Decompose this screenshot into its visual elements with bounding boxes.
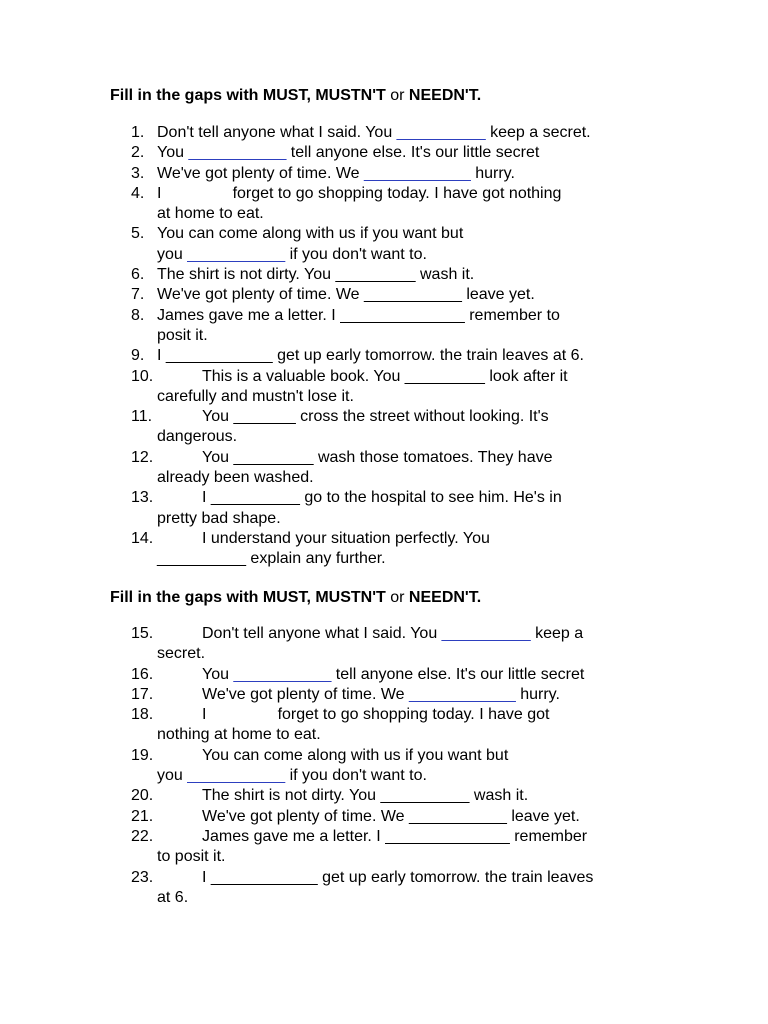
item-text: secret. (157, 645, 206, 663)
list-item (0, 306, 768, 347)
item-number: 12. (131, 448, 154, 466)
item-number: 6. (131, 266, 145, 284)
item-text: at home to eat. (157, 205, 264, 223)
item-text-line (0, 143, 768, 163)
item-text: I forget to go shopping today. I have got (202, 706, 550, 724)
item-text: I understand your situation perfectly. You (202, 529, 490, 547)
item-number: 15. (131, 625, 154, 642)
item-text: The shirt is not dirty. You _________ wash it. (157, 266, 475, 284)
item-text-line (0, 529, 768, 549)
item-number: 1. (131, 124, 145, 141)
item-text: The shirt is not dirty. You __________ wash it. (202, 787, 529, 805)
heading-suffix: NEEDN'T. (408, 87, 482, 104)
item-text-line (0, 746, 768, 766)
item-number: 13. (131, 489, 154, 507)
heading-suffix: NEEDN'T. (408, 589, 482, 606)
list-item (0, 407, 768, 448)
list-item (0, 367, 768, 408)
item-text: You can come along with us if you want but (202, 746, 509, 764)
item-text-line (0, 123, 768, 143)
item-text: You _______ cross the street without looking. It's (202, 408, 549, 426)
heading-text: Fill in the gaps with MUST, MUSTN'T (110, 87, 391, 104)
item-text: if you don't want to. (285, 767, 427, 785)
item-text: I ____________ get up early tomorrow. the train leaves (202, 868, 594, 886)
item-text-line (0, 427, 768, 447)
answer-blank: ___________ (188, 144, 287, 162)
item-number: 11. (131, 408, 153, 426)
item-text: __________ explain any further. (157, 550, 386, 568)
item-text-line (0, 224, 768, 244)
item-text: James gave me a letter. I ______________ remember (202, 827, 588, 845)
list-item (0, 665, 768, 685)
section-heading (110, 588, 481, 608)
item-text: We've got plenty of time. We (157, 164, 364, 182)
item-text-line (0, 326, 768, 346)
answer-blank: ___________ (233, 665, 332, 683)
item-text-line (0, 549, 768, 569)
list-item (0, 346, 768, 366)
list-item (0, 746, 768, 787)
item-number: 4. (131, 184, 145, 202)
item-number: 20. (131, 787, 154, 805)
item-text-line (0, 448, 768, 468)
item-text: you (157, 245, 188, 263)
list-item (0, 624, 768, 665)
item-text: if you don't want to. (285, 245, 427, 263)
item-number: 23. (131, 868, 154, 886)
answer-blank: ____________ (364, 164, 471, 182)
item-text: You can come along with us if you want but (157, 225, 464, 243)
list-item (0, 705, 768, 746)
answer-blank: ____________ (409, 685, 516, 703)
item-number: 18. (131, 706, 154, 724)
item-number: 16. (131, 665, 154, 683)
list-item (0, 285, 768, 305)
item-text: posit it. (157, 326, 208, 344)
item-number: 19. (131, 746, 154, 764)
item-number: 3. (131, 164, 145, 182)
item-text: at 6. (157, 888, 189, 906)
item-text-line (0, 644, 768, 664)
item-text: Don't tell anyone what I said. You (157, 124, 397, 141)
item-text: We've got plenty of time. We ___________ leave yet. (202, 807, 580, 825)
list-item (0, 265, 768, 285)
item-number: 5. (131, 225, 145, 243)
list-item (0, 448, 768, 489)
item-text-line (0, 164, 768, 184)
list-item (0, 488, 768, 529)
item-text-line (0, 387, 768, 407)
item-text: Don't tell anyone what I said. You (202, 625, 442, 642)
item-text: You (157, 144, 189, 162)
item-text: You (202, 665, 234, 683)
item-text: pretty bad shape. (157, 509, 281, 527)
item-number: 2. (131, 144, 145, 162)
list-item (0, 786, 768, 806)
heading-or: or (390, 87, 409, 104)
list-item (0, 224, 768, 265)
item-text-line (0, 847, 768, 867)
item-text-line (0, 509, 768, 529)
item-text-line (0, 827, 768, 847)
list-item (0, 827, 768, 868)
list-item (0, 868, 768, 909)
item-text: keep a (530, 625, 584, 642)
heading-or: or (390, 589, 409, 606)
item-text-line (0, 624, 768, 644)
item-text-line (0, 665, 768, 685)
answer-blank: ___________ (187, 767, 286, 785)
item-text-line (0, 725, 768, 745)
item-text-line (0, 265, 768, 285)
item-text: tell anyone else. It's our little secret (286, 144, 540, 162)
list-item (0, 807, 768, 827)
list-item (0, 529, 768, 570)
heading-text: Fill in the gaps with MUST, MUSTN'T (110, 589, 391, 606)
item-text: I ____________ get up early tomorrow. the train leaves at 6. (157, 347, 584, 365)
item-text-line (0, 766, 768, 786)
item-text: you (157, 767, 188, 785)
item-text: We've got plenty of time. We (202, 685, 409, 703)
item-text: You _________ wash those tomatoes. They have (202, 448, 553, 466)
item-text-line (0, 868, 768, 888)
answer-blank: __________ (441, 625, 531, 642)
item-text-line (0, 245, 768, 265)
item-text-line (0, 468, 768, 488)
item-text: to posit it. (157, 848, 226, 866)
item-text-line (0, 488, 768, 508)
item-text: carefully and mustn't lose it. (157, 387, 354, 405)
item-text: already been washed. (157, 469, 314, 487)
answer-blank: __________ (396, 124, 486, 141)
list-item (0, 685, 768, 705)
item-number: 14. (131, 529, 154, 547)
item-number: 22. (131, 827, 154, 845)
item-text-line (0, 807, 768, 827)
item-text-line (0, 705, 768, 725)
item-text-line (0, 407, 768, 427)
item-text-line (0, 685, 768, 705)
item-number: 10. (131, 367, 154, 385)
item-text: hurry. (515, 685, 560, 703)
section-heading (110, 86, 481, 106)
item-number: 9. (131, 347, 145, 365)
item-text: tell anyone else. It's our little secret (331, 665, 585, 683)
list-item (0, 143, 768, 163)
item-number: 7. (131, 286, 145, 304)
item-text: This is a valuable book. You _________ look after it (202, 367, 568, 385)
item-text: hurry. (470, 164, 515, 182)
item-number: 17. (131, 685, 154, 703)
item-text: nothing at home to eat. (157, 726, 321, 744)
item-text-line (0, 306, 768, 326)
item-text: James gave me a letter. I ______________ remember to (157, 306, 560, 324)
item-text-line (0, 285, 768, 305)
list-item (0, 123, 768, 143)
item-text-line (0, 786, 768, 806)
exercise-list-2 (0, 624, 768, 908)
item-text: I forget to go shopping today. I have got nothing (157, 184, 562, 202)
item-text-line (0, 204, 768, 224)
answer-blank: ___________ (187, 245, 286, 263)
list-item (0, 164, 768, 184)
item-text: dangerous. (157, 428, 238, 446)
item-number: 8. (131, 306, 145, 324)
exercise-list-1 (0, 123, 768, 570)
item-text-line (0, 888, 768, 908)
item-text: We've got plenty of time. We ___________ leave yet. (157, 286, 535, 304)
list-item (0, 184, 768, 225)
item-text-line (0, 184, 768, 204)
item-text-line (0, 367, 768, 387)
item-number: 21. (131, 807, 154, 825)
item-text: keep a secret. (485, 124, 591, 141)
item-text-line (0, 346, 768, 366)
item-text: I __________ go to the hospital to see him. He's in (202, 489, 562, 507)
